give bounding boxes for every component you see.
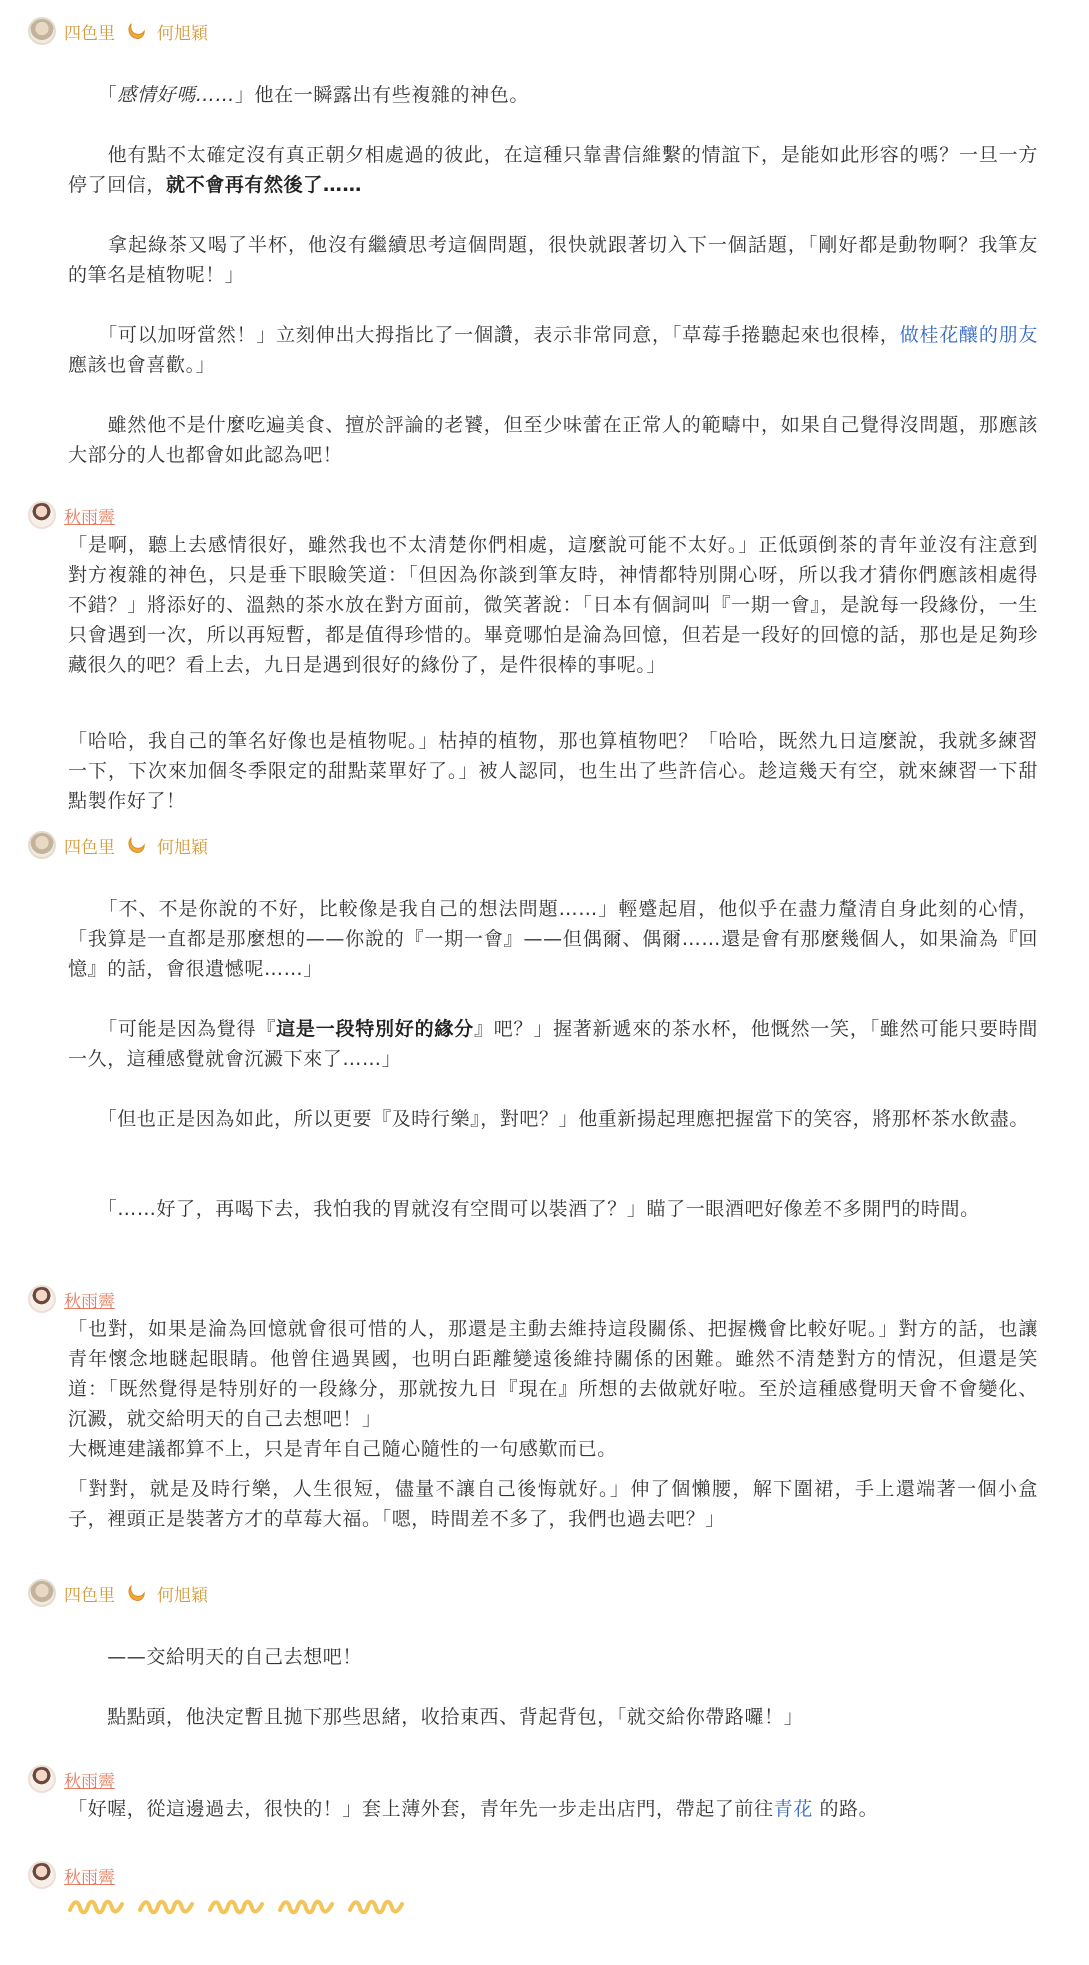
text-segment: 「但也正是因為如此，所以更要『及時行樂』，對吧？」他重新揚起理應把握當下的笑容，將那杯茶水飲盡。 [68,1108,1030,1130]
author-line [64,1581,208,1606]
paragraph [68,1794,1038,1824]
author-alias[interactable]: 四色里 [64,23,115,44]
text-segment: 「也對，如果是淪為回憶就會很可惜的人，那還是主動去維持這段關係、把握機會比較好呢。」對方的話，也讓青年懷念地瞇起眼睛。他曾住過異國，也明白距離變遠後維持關係的困難。雖然不清楚對方的情況，但還是笑道：「既然覺得是特別好的一段緣分，那就按九日『現在』所想的去做就好啦。至於這種感覺明天會不會變化、沉澱，就交給明天的自己去想吧！」 [68,1318,1038,1430]
avatar[interactable] [28,1285,56,1313]
paragraph [68,1014,1038,1074]
text-link[interactable]: 做桂花釀的朋友 [899,324,1038,346]
post-header [28,1762,115,1796]
avatar[interactable] [28,17,56,45]
text-segment: 「好喔，從這邊過去，很快的！」套上薄外套，青年先一步走出店門，帶起了前往 [68,1798,774,1820]
text-segment: 』吧？」握著新遞來的茶水杯，他慨然一笑，「雖然可能只要時間一久，這種感覺就會沉澱下來了……」 [68,1018,1038,1070]
swirl-sticker [278,1896,334,1916]
author-name[interactable]: 何旭穎 [157,837,208,858]
author-name[interactable]: 秋雨霽 [64,507,115,528]
text-segment: ——交給明天的自己去想吧！ [68,1646,363,1668]
paragraph [68,320,1038,380]
swirl-sticker [68,1896,124,1916]
text-segment: 他有點不太確定沒有真正朝夕相處過的彼此，在這種只靠書信維繫的情誼下，是能如此形容的嗎？一旦一方停了回信， [68,144,1038,196]
text-segment: 「可以加呀當然！」立刻伸出大拇指比了一個讚，表示非常同意，「草莓手捲聽起來也很棒， [68,324,900,346]
bold-text: 就不會再有然後了…… [166,174,363,196]
post-header [28,1282,115,1316]
text-segment: 雖然他不是什麼吃遍美食、擅於評論的老饕，但至少味蕾在正常人的範疇中，如果自己覺得沒問題，那應該大部分的人也都會如此認為吧！ [68,414,1038,466]
text-link[interactable]: 青花 [773,1798,813,1820]
post-header [28,1858,115,1892]
swirl-sticker [208,1896,264,1916]
swirl-sticker [348,1896,404,1916]
avatar[interactable] [28,831,56,859]
paragraph [68,530,1038,680]
text-segment: 的路。 [812,1798,879,1820]
paragraph [68,726,1038,816]
text-segment: 「 [68,84,118,106]
text-segment: 」他在一瞬露出有些複雜的神色。 [234,84,529,106]
paragraph [68,410,1038,470]
paragraph [68,1642,1038,1672]
paragraph [68,894,1038,984]
crescent-moon-icon [125,20,147,42]
crescent-moon-icon [125,1582,147,1604]
author-name[interactable]: 秋雨霽 [64,1867,115,1888]
text-segment: 點點頭，他決定暫且拋下那些思緒，收拾東西、背起背包，「就交給你帶路囉！」 [68,1706,804,1728]
author-line [64,833,208,858]
text-segment: 「是啊，聽上去感情很好，雖然我也不太清楚你們相處，這麼說可能不太好。」正低頭倒茶的青年並沒有注意到對方複雜的神色，只是垂下眼瞼笑道：「但因為你談到筆友時，神情都特別開心呀，所以我才猜你們應該相處得不錯？」將添好的、溫熱的茶水放在對方面前，微笑著說：「日本有個詞叫『一期一會』，是說每一段緣份，一生只會遇到一次，所以再短暫，都是值得珍惜的。畢竟哪怕是淪為回憶，但若是一段好的回憶的話，那也是足夠珍藏很久的吧？看上去，九日是遇到很好的緣份了，是件很棒的事呢。」 [68,534,1038,676]
paragraph [68,230,1038,290]
bold-text: 這是一段特別好的緣分 [276,1018,474,1040]
text-segment: 應該也會喜歡。」 [68,354,216,376]
italic-text: 感情好嗎…… [117,84,235,106]
author-name[interactable]: 秋雨霽 [64,1291,115,1312]
text-segment: 拿起綠茶又喝了半杯，他沒有繼續思考這個問題，很快就跟著切入下一個話題，「剛好都是動物啊？我筆友的筆名是植物呢！」 [68,234,1038,286]
paragraph [68,1434,1038,1464]
author-name[interactable]: 何旭穎 [157,1585,208,1606]
avatar[interactable] [28,1861,56,1889]
avatar[interactable] [28,1579,56,1607]
paragraph [68,1474,1038,1534]
post-header [28,828,208,862]
paragraph [68,1314,1038,1434]
swirl-sticker [138,1896,194,1916]
text-segment: 「不、不是你說的不好，比較像是我自己的想法問題……」輕蹙起眉，他似乎在盡力釐清自身此刻的心情，「我算是一直都是那麼想的——你說的『一期一會』——但偶爾、偶爾……還是會有那麼幾個人，如果淪為『回憶』的話，會很遺憾呢……」 [68,898,1038,980]
crescent-moon-icon [125,834,147,856]
post-header [28,1576,208,1610]
paragraph [68,1104,1038,1134]
author-name[interactable]: 秋雨霽 [64,1771,115,1792]
text-segment: 「可能是因為覺得『 [68,1018,277,1040]
paragraph [68,80,1038,110]
author-alias[interactable]: 四色里 [64,837,115,858]
text-segment: 「哈哈，我自己的筆名好像也是植物呢。」枯掉的植物，那也算植物吧？「哈哈，既然九日這麼說，我就多練習一下，下次來加個冬季限定的甜點菜單好了。」被人認同，也生出了些許信心。趁這幾天有空，就來練習一下甜點製作好了！ [68,730,1038,812]
text-segment: 「……好了，再喝下去，我怕我的胃就沒有空間可以裝酒了？」瞄了一眼酒吧好像差不多開門的時間。 [68,1198,980,1220]
paragraph [68,140,1038,200]
avatar[interactable] [28,1765,56,1793]
author-name[interactable]: 何旭穎 [157,23,208,44]
post-header [28,14,208,48]
author-alias[interactable]: 四色里 [64,1585,115,1606]
avatar[interactable] [28,501,56,529]
paragraph [68,1194,1038,1224]
post-header [28,498,115,532]
paragraph [68,1702,1038,1732]
sticker-row [68,1896,404,1920]
text-segment: 「對對，就是及時行樂，人生很短，儘量不讓自己後悔就好。」伸了個懶腰，解下圍裙，手上還端著一個小盒子，裡頭正是裝著方才的草莓大福。「嗯，時間差不多了，我們也過去吧？」 [68,1478,1038,1530]
text-segment: 大概連建議都算不上，只是青年自己隨心隨性的一句感歎而已。 [68,1438,617,1460]
author-line [64,19,208,44]
